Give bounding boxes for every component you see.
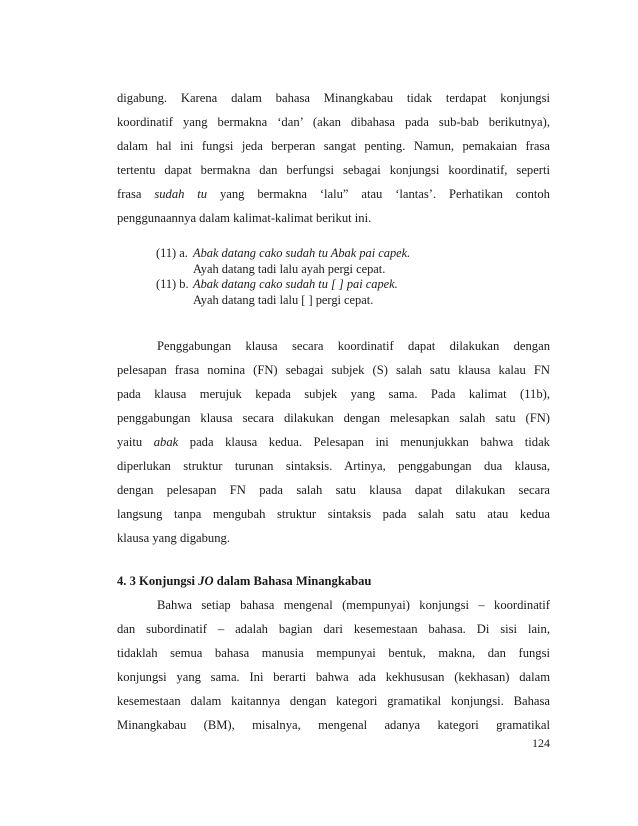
- para3-line-1: Bahwa setiap bahasa mengenal (mempunyai) konjungsi – koordinatif: [157, 598, 550, 612]
- section-title-italic: JO: [198, 574, 214, 588]
- section-number: 4. 3: [117, 574, 136, 588]
- para3-line-6: Minangkabau (BM), misalnya, mengenal adanya kategori gramatikal: [117, 718, 550, 732]
- para1-last-line: penggunaannya dalam kalimat-kalimat berikut ini.: [117, 211, 372, 225]
- para1-line-5-pre: frasa: [117, 187, 142, 201]
- para3-line-2: dan subordinatif – adalah bagian dari kesemestaan bahasa. Di sisi lain,: [117, 622, 550, 636]
- example-a-source: Abak datang cako sudah tu Abak pai capek.: [193, 246, 411, 260]
- para1-line-5-italic: sudah tu: [154, 187, 208, 201]
- para2-line-5: [117, 434, 550, 450]
- para3-line-5: kesemestaan dalam kaitannya dengan kategori gramatikal konjungsi. Bahasa: [117, 694, 550, 708]
- para1-line-5: [117, 186, 550, 202]
- para2-line-5-post: pada klausa kedua. Pelesapan ini menunjukkan bahwa tidak: [189, 435, 550, 449]
- section-title-pre: Konjungsi: [139, 574, 196, 588]
- para2-line-1: Penggabungan klausa secara koordinatif dapat dilakukan dengan: [157, 339, 550, 353]
- para2-line-2: pelesapan frasa nomina (FN) sebagai subjek (S) salah satu klausa kalau FN: [117, 363, 550, 377]
- example-a-translation: Ayah datang tadi lalu ayah pergi cepat.: [193, 262, 386, 276]
- para2-line-3: pada klausa merujuk kepada subjek yang sama. Pada kalimat (11b),: [117, 387, 550, 401]
- para1-line-2: koordinatif yang bermakna ‘dan’ (akan dibahasa pada sub-bab berikutnya),: [117, 115, 550, 129]
- para3-line-4: konjungsi yang sama. Ini berarti bahwa ada kekhususan (kekhasan) dalam: [117, 670, 550, 684]
- example-b-number: (11) b.: [156, 277, 189, 291]
- para2-line-8: langsung tanpa mengubah struktur sintaksis pada salah satu atau kedua: [117, 507, 550, 521]
- example-b-source: Abak datang cako sudah tu [ ] pai capek.: [193, 277, 398, 291]
- section-heading: [117, 573, 371, 589]
- para2-line-5-italic: abak: [153, 435, 179, 449]
- para2-line-5-pre: yaitu: [117, 435, 143, 449]
- page-number: 124: [532, 736, 550, 750]
- para2-line-7: dengan pelesapan FN pada salah satu klausa dapat dilakukan secara: [117, 483, 550, 497]
- para1-line-3: dalam hal ini fungsi jeda berperan sangat penting. Namun, pemakaian frasa: [117, 139, 550, 153]
- example-b-translation: Ayah datang tadi lalu [ ] pergi cepat.: [193, 293, 374, 307]
- para1-line-1: digabung. Karena dalam bahasa Minangkabau tidak terdapat konjungsi: [117, 91, 550, 105]
- para2-line-4: penggabungan klausa secara dilakukan dengan melesapkan salah satu (FN): [117, 411, 550, 425]
- section-title-post: dalam Bahasa Minangkabau: [216, 574, 372, 588]
- para1-line-4: tertentu dapat bermakna dan berfungsi sebagai konjungsi koordinatif, seperti: [117, 163, 550, 177]
- para3-line-3: tidaklah semua bahasa manusia mempunyai bentuk, makna, dan fungsi: [117, 646, 550, 660]
- example-a-number: (11) a.: [156, 246, 188, 260]
- para2-line-6: diperlukan struktur turunan sintaksis. Artinya, penggabungan dua klausa,: [117, 459, 550, 473]
- para2-last-line: klausa yang digabung.: [117, 531, 230, 545]
- para1-line-5-post: yang bermakna ‘lalu” atau ‘lantas’. Perhatikan contoh: [219, 187, 550, 201]
